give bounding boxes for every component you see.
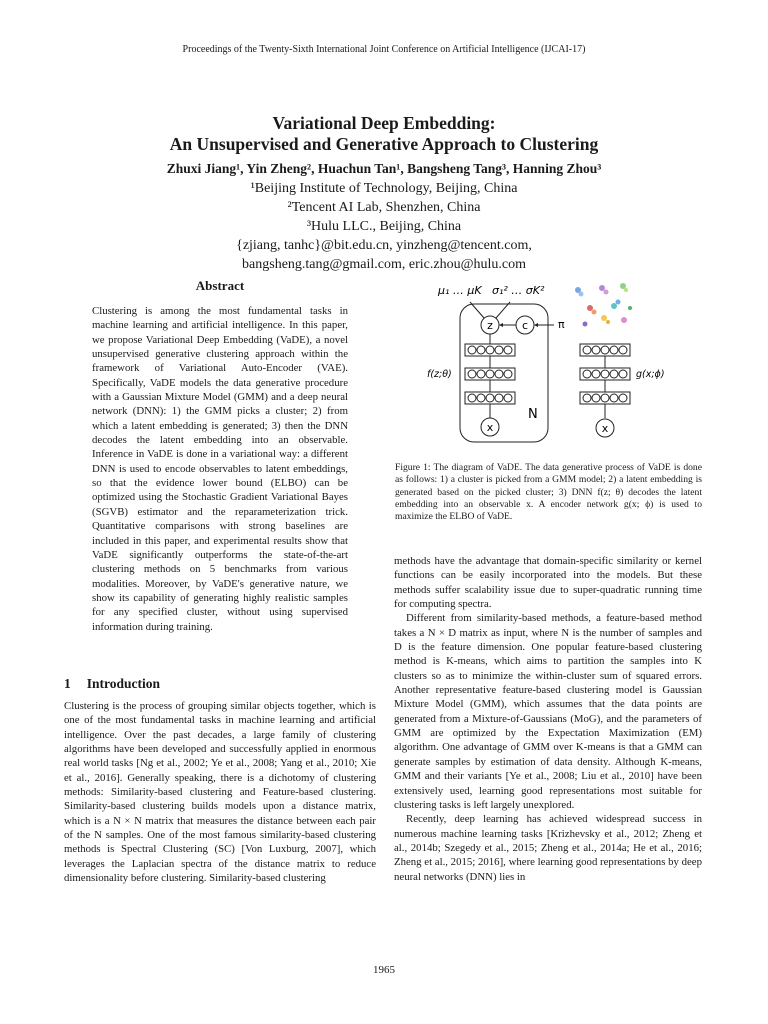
label-x-left: x: [486, 421, 494, 434]
paper-title: [0, 113, 768, 155]
title-line-1: Variational Deep Embedding:: [272, 113, 496, 133]
arrow-head: [534, 323, 538, 327]
section-title: Introduction: [86, 676, 161, 691]
label-z: z: [487, 319, 493, 332]
label-f: f(z;θ): [427, 369, 452, 380]
figure-label-sigma: σ₁² … σK²: [492, 284, 545, 297]
intro-right-column: [394, 554, 702, 884]
intro-paragraph-1: Clustering is the process of grouping similar objects together, which is one of the most fundamental tasks in machine learning and artificial intelligence. Over the past decades, a large family of clustering algorithms have been developed and successfully applied in enormous real world tasks [Ng et al., 2002; Ye et al., 2008; Yang et al., 2010; Xie et al., 2016]. Generally speaking, there is a dichotomy of clustering methods: Similarity-based clustering and Feature-based clustering. Similarity-based clustering builds models upon a distance matrix, which is a N × N matrix that measures the distance between each pair of the N samples. One of the most famous similarity-based clustering methods is Spectral Clustering (SC) [Von Luxburg, 2007], which leverages the Laplacian spectra of the distance matrix to reduce dimensionality before clustering. Similarity-based clustering: [64, 700, 376, 885]
abstract-heading: Abstract: [195, 278, 245, 293]
scatter-point: [583, 322, 588, 327]
scatter-point: [601, 315, 607, 321]
scatter-point: [579, 292, 584, 297]
embedding-scatter-plot: [575, 283, 632, 327]
figure-label-mu: μ₁ … μK: [438, 284, 482, 297]
scatter-point: [628, 306, 632, 310]
scatter-point: [604, 290, 609, 295]
figure-caption: Figure 1: The diagram of VaDE. The data generative process of VaDE is done as follows: 1) a cluster is picked from a GMM model; 2) a latent embedding is generated based on the picked cluster; 3) DNN f(z; θ) decodes the latent embedding into an observable x. A encoder network g(x; ϕ) is used to maximize the ELBO of VaDE.: [395, 462, 702, 523]
section-heading-introduction: [64, 676, 160, 692]
title-line-2: An Unsupervised and Generative Approach to Clustering: [169, 134, 599, 154]
decoder-network: [465, 334, 515, 418]
affiliation-3: ³Hulu LLC., Beijing, China: [306, 219, 462, 234]
encoder-network: [580, 344, 630, 418]
right-paragraph-2: Different from similarity-based methods, a feature-based method takes a N × D matrix as input, where N is the number of samples and D is the feature dimension. One popular feature-based clustering method is K-means, which aims to partition the samples into K clusters so as to minimize the within-cluster sum of squared errors. Another representative feature-based clustering model is Gaussian Mixture Model (GMM), which assumes that the data points are generated from a Mixture-of-Gaussians (MoG), and the parameters of GMM are optimized by the Expectation Maximization (EM) algorithm. One advantage of GMM over K-means is that a GMM can generate samples by estimation of data density. Although K-means, GMM and their variants [Ye et al., 2008; Liu et al., 2010] have been extensively used, learning good representations most suitable for clustering tasks is left largely unexplored.: [394, 612, 702, 811]
scatter-point: [620, 283, 626, 289]
venue-header: Proceedings of the Twenty-Sixth International Joint Conference on Artificial Intelligence (IJCAI-17): [182, 44, 586, 55]
intro-left-column: [64, 699, 376, 885]
section-number: 1: [64, 676, 71, 691]
page-number: 1965: [373, 964, 395, 976]
scatter-point: [592, 310, 597, 315]
email-line-2: bangsheng.tang@gmail.com, eric.zhou@hulu.com: [242, 257, 526, 272]
scatter-point: [599, 285, 605, 291]
authors: Zhuxi Jiang¹, Yin Zheng², Huachun Tan¹, Bangsheng Tang³, Hanning Zhou³: [166, 161, 602, 176]
label-N: N: [528, 407, 538, 422]
email-line-1: {zjiang, tanhc}@bit.edu.cn, yinzheng@tencent.com,: [236, 238, 532, 253]
label-c: c: [521, 319, 529, 332]
abstract-body: [92, 304, 348, 634]
scatter-point: [616, 300, 621, 305]
label-pi: π: [558, 318, 565, 331]
label-x-right: x: [601, 422, 609, 435]
affiliation-2: ²Tencent AI Lab, Shenzhen, China: [287, 200, 481, 215]
figure-vade-diagram: [418, 278, 688, 448]
scatter-point: [606, 320, 610, 324]
scatter-point: [621, 317, 627, 323]
right-paragraph-1: methods have the advantage that domain-specific similarity or kernel functions can be easily incorporated into the models. But these methods suffer scalability issue due to super-quadratic running time for computing spectra.: [394, 555, 702, 611]
abstract-text: Clustering is among the most fundamental tasks in machine learning and artificial intelligence. In this paper, we propose Variational Deep Embedding (VaDE), a novel unsupervised generative clustering approach within the framework of Variational Auto-Encoder (VAE). Specifically, VaDE models the data generative procedure with a Gaussian Mixture Model (GMM) and a deep neural network (DNN): 1) the GMM picks a cluster; 2) from which a latent embedding is generated; 3) then the DNN decodes the latent embedding into an observable. Inference in VaDE is done in a variational way: a different DNN is used to encode observables to latent embeddings, so that the evidence lower bound (ELBO) can be optimized using the Stochastic Gradient Variational Bayes (SGVB) estimator and the reparameterization trick. Quantitative comparisons with strong baselines are included in this paper, and experimental results show that VaDE significantly outperforms the state-of-the-art clustering methods on 5 benchmarks from various modalities. Moreover, by VaDE's generative nature, we show its capability of generating highly realistic samples for any specified cluster, without using supervised information during training.: [92, 305, 348, 633]
scatter-point: [624, 288, 628, 292]
affiliation-1: ¹Beijing Institute of Technology, Beijing, China: [250, 181, 518, 196]
scatter-point: [611, 303, 617, 309]
arrow-head: [499, 323, 503, 327]
scatter-point: [587, 305, 593, 311]
right-paragraph-3: Recently, deep learning has achieved widespread success in numerous machine learning tasks [Krizhevsky et al., 2012; Zheng et al., 2014b; Szegedy et al., 2015; Zheng et al., 2014a; He et al., 2016; Zheng et al., 2015; 2016], where learning good representations by deep neural networks (DNN) lies in: [394, 813, 702, 883]
label-g: g(x;ϕ): [636, 369, 665, 380]
